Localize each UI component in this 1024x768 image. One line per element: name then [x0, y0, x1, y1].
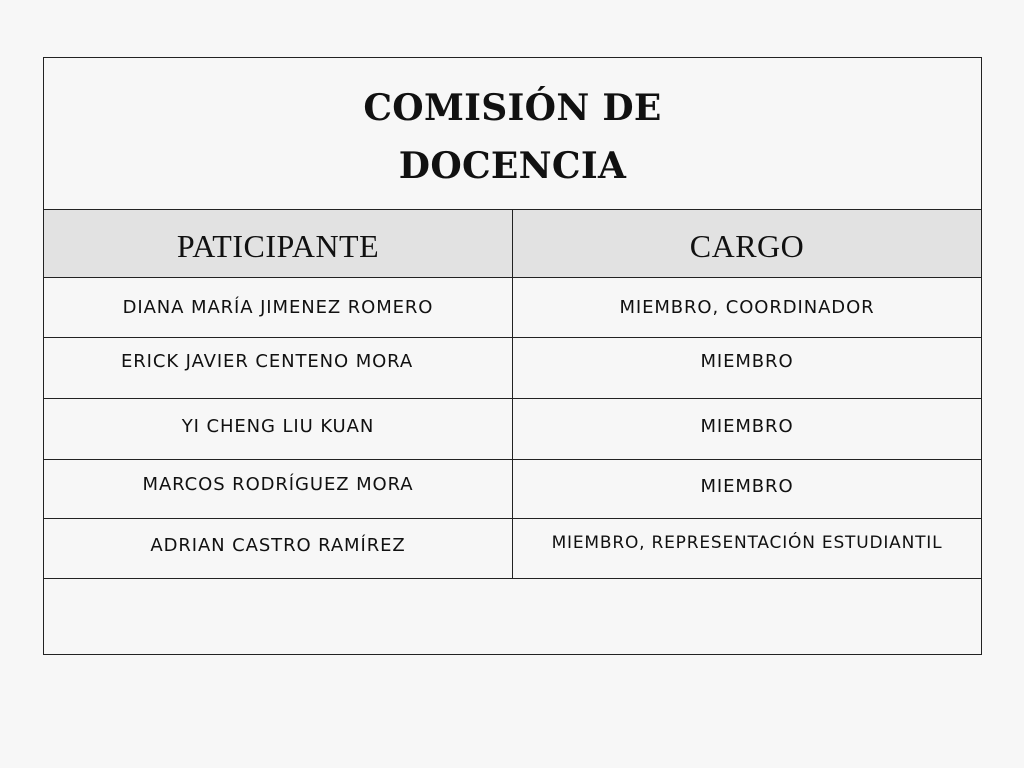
title-line-2: DOCENCIA [398, 144, 627, 187]
participant-cell: MARCOS RODRÍGUEZ MORA [44, 460, 513, 518]
table-header-row [44, 209, 981, 277]
commission-document [43, 57, 982, 655]
participant-cell: DIANA MARÍA JIMENEZ ROMERO [44, 278, 513, 337]
role-cell: MIEMBRO, COORDINADOR [619, 297, 875, 318]
table-row [44, 459, 981, 518]
table-row [44, 398, 981, 459]
table-row [44, 518, 981, 578]
role-cell: MIEMBRO [700, 416, 794, 437]
empty-footer-row [44, 578, 981, 655]
role-cell: MIEMBRO [700, 476, 794, 497]
role-column-header: CARGO [689, 228, 805, 264]
participant-cell: ERICK JAVIER CENTENO MORA [44, 338, 513, 398]
role-cell: MIEMBRO [700, 351, 794, 372]
participant-cell: YI CHENG LIU KUAN [44, 399, 513, 459]
participant-cell: ADRIAN CASTRO RAMÍREZ [44, 519, 513, 578]
role-cell: MIEMBRO, REPRESENTACIÓN ESTUDIANTIL [551, 533, 943, 553]
participants-table [44, 209, 981, 655]
table-row [44, 337, 981, 398]
participant-column-header: PATICIPANTE [44, 210, 513, 277]
title-block [44, 58, 981, 209]
title-line-1: COMISIÓN DE [363, 86, 662, 129]
table-row [44, 277, 981, 337]
